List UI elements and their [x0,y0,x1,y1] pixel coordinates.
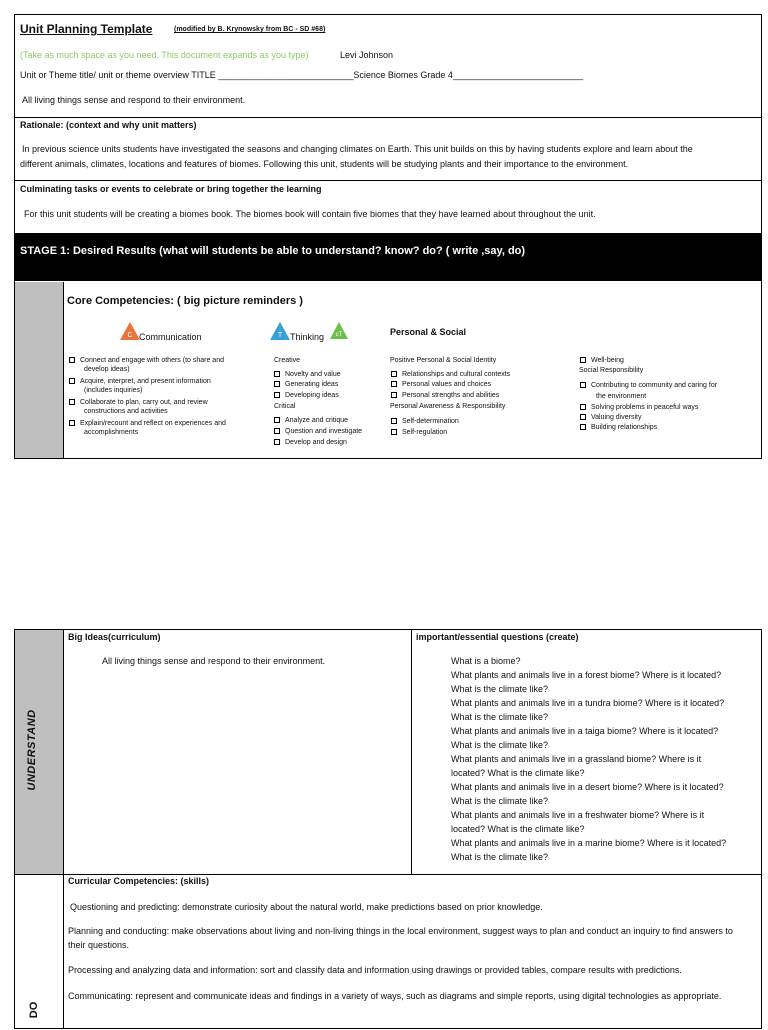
competency-item: Processing and analyzing data and information: sort and classify data and information using drawings or provided tables, compare results with predictions. [68,965,682,975]
curricular-competencies-label: Curricular Competencies: (skills) [68,876,210,886]
checkbox[interactable] [580,404,586,410]
competency-item: Planning and conducting: make observations about living and non-living things in the local environment, suggest ways to plan and conduct an inquiry to find answers to their questions. [68,926,733,950]
checklist-item[interactable]: Self-determination [391,417,459,426]
checklist-item-cont: develop ideas) [84,366,130,373]
question-line: What plants and animals live in a tundra biome? Where is it located? [451,698,725,708]
social-label: Social Responsibility [579,367,644,374]
rationale-text-2: different animals, climates, locations and features of biomes. Following this unit, students will be studying plants and their importance to the environment. [20,159,629,169]
understand-column-divider [411,630,412,874]
svg-text:C: C [127,332,133,339]
question-line: What is the climate like? [451,852,549,862]
checklist-item[interactable]: Building relationships [580,423,657,432]
core-competencies-title: Core Competencies: ( big picture reminders ) [67,295,303,307]
checklist-item[interactable]: Contributing to community and caring for [580,381,717,390]
big-ideas-label: Big Ideas(curriculum) [68,632,161,642]
thinking-icon [270,322,290,340]
checklist-item-cont: (includes inquiries) [84,387,143,394]
svg-text:cT: cT [335,332,343,338]
checkbox[interactable] [391,371,397,377]
question-line: located? What is the climate like? [451,768,585,778]
checkbox[interactable] [274,428,280,434]
question-line: What plants and animals live in a forest biome? Where is it located? [451,670,722,680]
checklist-item[interactable]: Well-being [580,356,624,365]
question-line: located? What is the climate like? [451,824,585,834]
checkbox[interactable] [580,357,586,363]
checklist-item[interactable]: Solving problems in peaceful ways [580,403,698,412]
unit-overview: All living things sense and respond to their environment. [22,95,246,105]
checkbox[interactable] [580,382,586,388]
identity-label: Positive Personal & Social Identity [390,357,497,364]
checklist-item[interactable]: Question and investigate [274,427,362,436]
thinking-label: Thinking [290,332,325,342]
unit-title-line: Unit or Theme title/ unit or theme overview TITLE ___________________________Science Biomes Grade 4__________________________ [20,70,584,80]
question-line: What is a biome? [451,656,521,666]
culminating-label: Culminating tasks or events to celebrate or bring together the learning [20,184,322,194]
author-name: Levi Johnson [340,50,394,60]
checkbox[interactable] [391,392,397,398]
checkbox[interactable] [274,439,280,445]
divider [14,874,762,875]
checkbox[interactable] [391,429,397,435]
question-line: What is the climate like? [451,684,549,694]
big-idea-text: All living things sense and respond to their environment. [102,656,326,666]
side-divider [63,630,64,1028]
checkbox[interactable] [69,378,75,384]
creative-label: Creative [274,357,301,364]
checklist-item[interactable]: Personal strengths and abilities [391,391,499,400]
checkbox[interactable] [391,381,397,387]
checklist-item[interactable]: Valuing diversity [580,413,641,422]
checklist-item[interactable]: Develop and design [274,438,347,447]
checkbox[interactable] [580,414,586,420]
critical-label: Critical [274,403,296,410]
question-line: What is the climate like? [451,796,549,806]
personal-social-label: Personal & Social [390,327,467,337]
checklist-item[interactable]: Personal values and choices [391,380,491,389]
svg-text:T: T [277,332,283,339]
question-line: What plants and animals live in a desert biome? Where is it located? [451,782,724,792]
stage1-banner-text: STAGE 1: Desired Results (what will students be able to understand? know? do? ( write ,say, do) [20,245,526,257]
question-line: What plants and animals live in a freshwater biome? Where is it [451,810,705,820]
checkbox[interactable] [69,420,75,426]
modified-note: (modified by B. Krynowsky from BC - SD #68) [174,26,326,33]
essential-questions-label: important/essential questions (create) [416,632,579,642]
checkbox[interactable] [69,357,75,363]
side-gray-bar [15,282,63,458]
checklist-item-cont: constructions and activities [84,408,168,415]
checkbox[interactable] [580,424,586,430]
checklist-item[interactable]: Novelty and value [274,370,341,379]
question-line: What is the climate like? [451,712,549,722]
page-title: Unit Planning Template [20,22,153,36]
understand-side-label: UNDERSTAND [26,709,38,791]
understand-side-bar [15,630,63,874]
communication-icon [120,322,140,340]
checkbox[interactable] [274,392,280,398]
checklist-item-cont: accomplishments [84,429,139,436]
do-side-label: DO [28,1001,40,1019]
checklist-item[interactable]: Connect and engage with others (to share and [69,356,224,365]
competency-item: Questioning and predicting: demonstrate curiosity about the natural world, make predictions based on prior knowledge. [70,902,543,912]
checklist-item-cont: the environment [596,393,647,400]
communication-label: Communication [139,332,202,342]
rationale-label: Rationale: (context and why unit matters) [20,120,197,130]
competency-item: Communicating: represent and communicate ideas and findings in a variety of ways, such as diagrams and simple reports, using digital technologies as appropriate. [68,991,722,1001]
checklist-item[interactable]: Relationships and cultural contexts [391,370,510,379]
rationale-text-1: In previous science units students have investigated the seasons and changing climates on Earth. This unit builds on this by having students explore and learn about the [22,144,693,154]
awareness-label: Personal Awareness & Responsibility [390,403,506,410]
question-line: What plants and animals live in a taiga biome? Where is it located? [451,726,719,736]
culminating-text: For this unit students will be creating a biomes book. The biomes book will contain five biomes that they have learned about throughout the unit. [24,209,596,219]
checklist-item[interactable]: Collaborate to plan, carry out, and review [69,398,208,407]
checklist-item[interactable]: Acquire, interpret, and present information [69,377,211,386]
checklist-item[interactable]: Analyze and critique [274,416,348,425]
checkbox[interactable] [274,371,280,377]
gray-divider [63,282,64,459]
question-line: What is the climate like? [451,740,549,750]
checkbox[interactable] [274,381,280,387]
divider [14,180,762,181]
thinking-secondary-icon [330,322,348,339]
checkbox[interactable] [69,399,75,405]
checklist-item[interactable]: Explain/recount and reflect on experiences and [69,419,226,428]
divider [14,117,762,118]
checklist-item[interactable]: Developing ideas [274,391,339,400]
question-line: What plants and animals live in a grassland biome? Where is it [451,754,702,764]
checkbox[interactable] [391,418,397,424]
expand-note: (Take as much space as you need. This document expands as you type) [20,50,309,60]
checklist-item[interactable]: Generating ideas [274,380,338,389]
checklist-item[interactable]: Self-regulation [391,428,447,437]
checkbox[interactable] [274,417,280,423]
stage1-banner [14,233,762,281]
question-line: What plants and animals live in a marine biome? Where is it located? [451,838,727,848]
